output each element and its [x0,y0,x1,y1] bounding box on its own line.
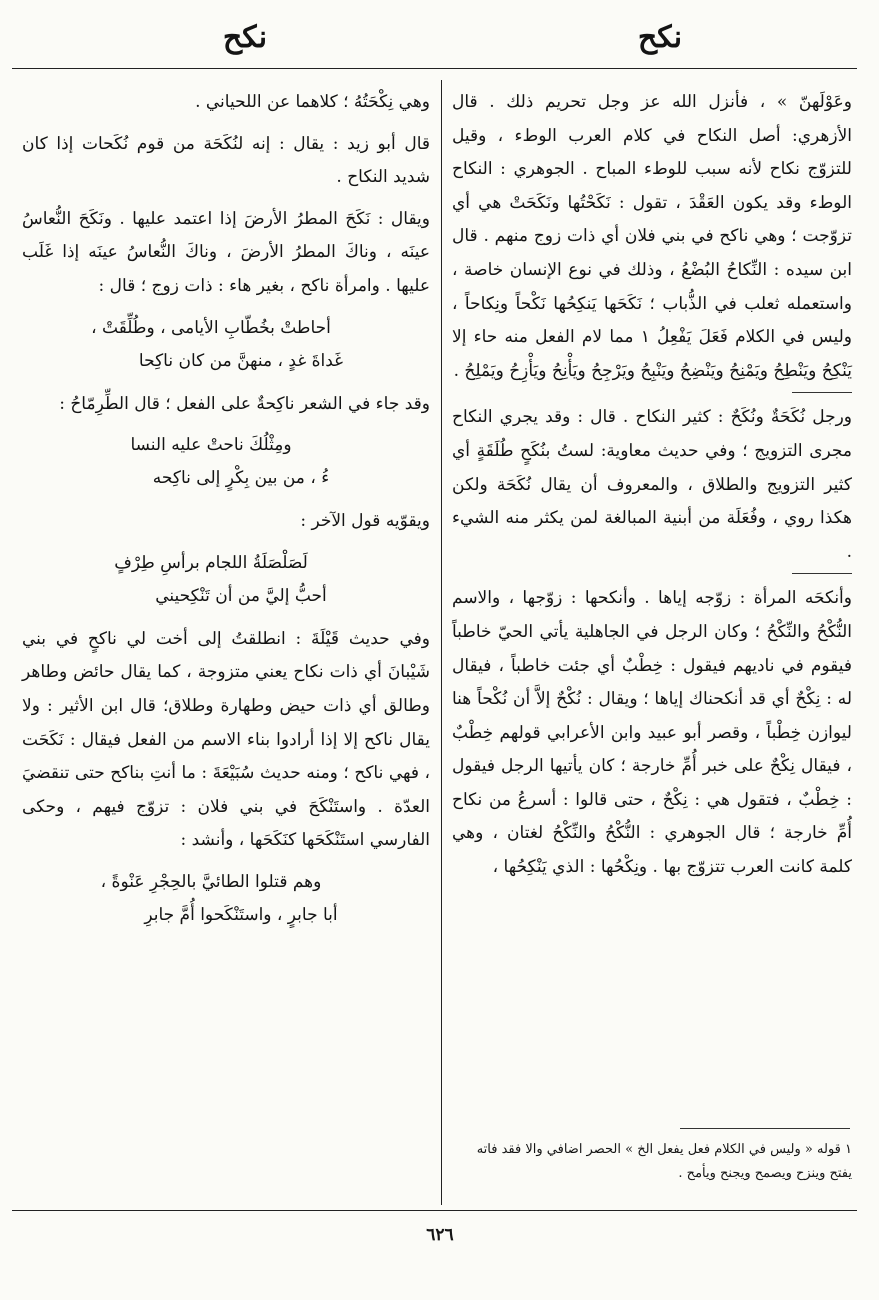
header-root-word-right: نكح [637,20,683,55]
header-root-word-left: نكح [222,20,268,55]
verse-line: أحاطتْ بخُطّابِ الأيامى ، وطُلِّقَتْ ، [91,317,331,338]
left-paragraph-3: ويقال : نَكَحَ المطرُ الأرضَ إذا اعتمد عليها . ونَكَحَ النُّعاسُ عينَه ، وناكَ المطرُ الأرضَ ، وناكَ النُّعاسُ عينَه إذا غَلَب عليها . وامرأة ناكح ، بغير هاء : ذات زوج ؛ قال : [22,208,430,296]
verse [22,547,430,613]
paragraph-divider [792,573,852,574]
verse-line: غَداةَ غدٍ ، منهنَّ من كان ناكِحا [138,350,344,371]
footer-rule [12,1210,857,1211]
right-paragraph-2: ورجل نُكَحَةٌ ونُكَحٌ : كثير النكاح . قال : وقد يجري النكاح مجرى التزويج ؛ وفي حديث معاوية: لستُ بنُكَحٍ طُلَقَةٍ أي كثير التزويج والطلاق ، والمعروف أن يقال نُكَحَة ولكن هكذا روي ، وفُعَلَة من أبنية المبالغة لمن يكثر منه الشيء . [452,407,852,562]
verse-line: أحبُّ إليَّ من أن تَنْكِحيني [155,585,327,606]
footnote-rule [680,1128,850,1129]
verse-line: ومِثْلُكَ ناحتْ عليه النسا [130,435,292,456]
left-paragraph-6: وفي حديث قَيْلَةَ : انطلقتُ إلى أخت لي ناكحٍ في بني شَيْبانَ أي ذات نكاح يعني متزوجة ، كما يقال حائض وطاهر وطالق أي ذات حيض وطهارة وطلاق؛ قال ابن الأثير : ولا يقال ناكح إلا إذا أرادوا بناء الاسم من الفعل فيقال : نَكَحَت ، فهي ناكح ؛ ومنه حديث سُبَيْعَةَ : ما أنتِ بناكح حتى تنقضيَ العدّة . واستَنْكَحَ في بني فلان : تزوّج فيهم ، وحكى الفارسي استَنْكَحَها كنَكَحَها ، وأنشد : [22,628,430,851]
verse [22,866,430,932]
right-paragraph-1: وعَوْلَهنّ » ، فأنزل الله عز وجل تحريم ذلك . قال الأزهري: أصل النكاح في كلام العرب الوطء ، وقيل للتزوّج نكاح لأنه سبب للوطء المباح . الجوهري : النكاح الوطء وقد يكون العَقْدَ ، تقول : نَكَحْتُها ونَكَحَتْ هي أي تزوّجت ؛ وهي ناكح في بني فلان أي ذات زوج منهم . قال ابن سيده : النِّكاحُ البُضْعُ ، وذلك في نوع الإنسان خاصة ، واستعمله ثعلب في الذُّباب ؛ نَكَحَها يَنكِحُها نَكْحاً ونِكاحاً ، وليس في الكلام فَعَلَ يَفْعِلُ ١ مما لام الفعل منه حاء إلا يَنْكِحُ ويَنْطِحُ ويَمْنِحُ ويَنْضِحُ ويَنْبِحُ ويَرْجِحُ ويَأْنِحُ ويَأْزِحُ ويَمْلِحُ . [452,92,852,381]
page-number: ٦٢٦ [426,1225,454,1245]
footnote: ١ قوله « وليس في الكلام فعل يفعل الخ » الحصر اضافي والا فقد فاته يفتح وينزح ويصمح ويجنح ويأمح . [476,1142,852,1181]
paragraph-divider [792,392,852,393]
verse-line: وهم قتلوا الطائيَّ بالحِجْرِ عَنْوةً ، [100,871,322,892]
left-paragraph-4: وقد جاء في الشعر ناكِحةٌ على الفعل ؛ قال الطِّرِمّاحُ : [59,393,430,414]
verse-line: أبا جابرٍ ، واستَنْكَحوا أُمَّ جابرِ [144,904,338,925]
left-paragraph-5: ويقوّيه قول الآخر : [300,511,430,532]
verse-line: لَصَلْصَلَةُ اللجام برأسِ طِرْفٍ [114,552,308,573]
verse [22,429,430,495]
header-rule [12,68,857,69]
column-divider [441,80,442,1205]
left-paragraph-1: وهي نِكْحَتُهُ ؛ كلاهما عن اللحياني . [195,92,430,112]
left-column [22,86,430,942]
left-paragraph-2: قال أبو زيد : يقال : إنه لنُكَحَة من قوم نُكَحات إذا كان شديد النكاح . [22,133,430,188]
verse-line: ءُ ، من بين بِكْرٍ إلى ناكِحه [152,468,330,489]
right-column [452,86,852,885]
verse [22,312,430,378]
right-paragraph-3: وأنكحَه المرأة : زوّجه إياها . وأنكحها : زوّجها ، والاسم النُّكْحُ والنِّكْحُ ؛ وكان الرجل في الجاهلية يأتي الحيّ خاطباً فيقوم في ناديهم فيقول : خِطْبٌ أي جئت خاطباً ، فيقال له : نِكْحٌ أي قد أنكحناك إياها ؛ ويقال : نُكْحٌ إلاَّ أن نُكْحاً هنا ليوازن خِطْباً ، وقصر أبو عبيد وابن الأعرابي قولهم خِطْبٌ ، فيقال نِكْحٌ على خبر أُمِّ خارجة ؛ كان يأتيها الرجل فيقول : خِطْبٌ ، فتقول هي : نِكْحٌ ، حتى قالوا : أسرعُ من نكاح أُمِّ خارجة ؛ قال الجوهري : النُّكْحُ والنِّكْحُ لغتان ، وهي كلمة كانت العرب تتزوّج بها . ونِكْحُها : الذي يَنْكِحُها ، [452,588,852,878]
